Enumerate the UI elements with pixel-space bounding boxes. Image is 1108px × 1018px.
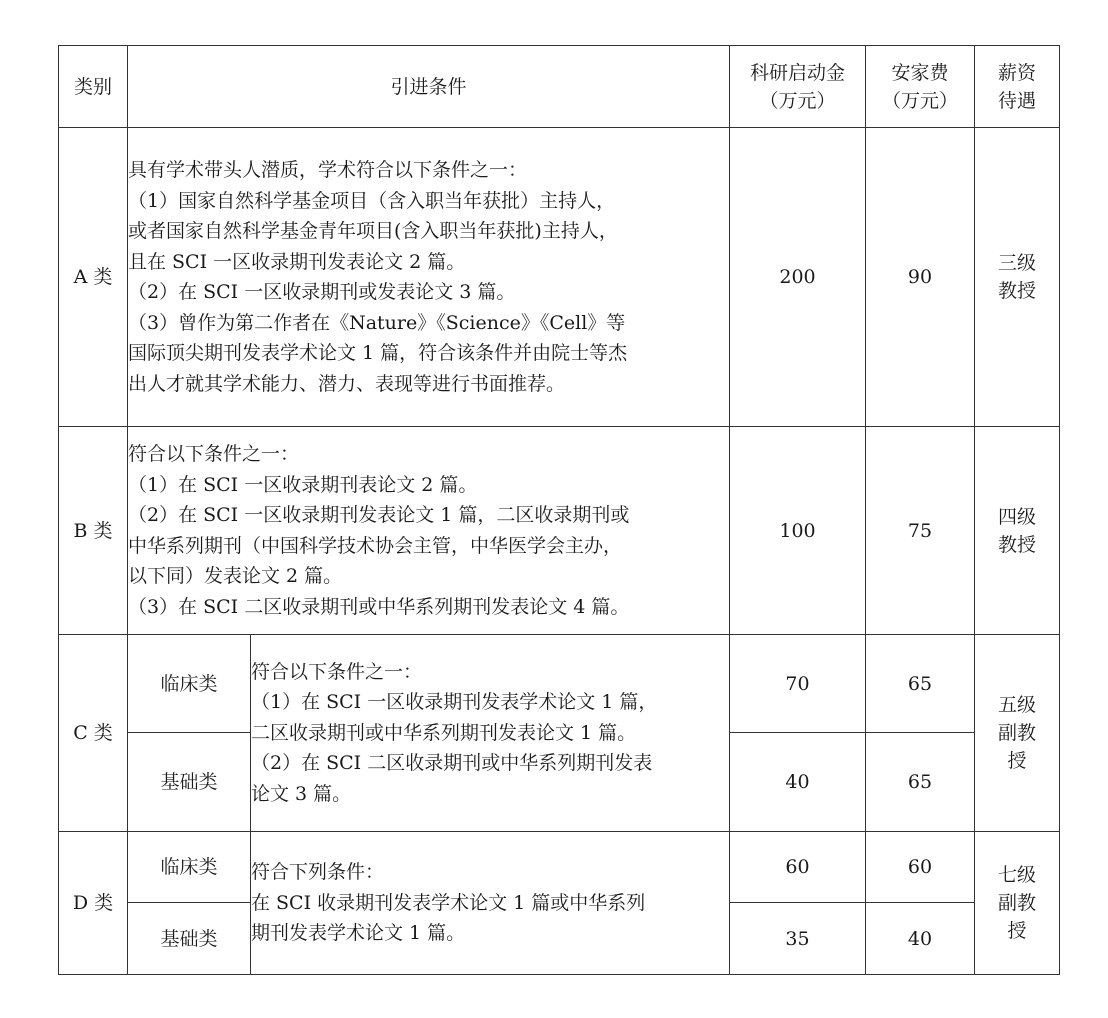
- row-c-basic-settlement: 65: [866, 733, 975, 832]
- row-c-salary-line2: 副教: [998, 722, 1037, 744]
- row-c-clinical: [59, 635, 1060, 733]
- talent-criteria-table: [58, 45, 1060, 975]
- header-row: [59, 46, 1060, 128]
- row-d-salary: [975, 832, 1060, 975]
- row-c-salary-line3: 授: [1007, 750, 1027, 772]
- header-conditions: 引进条件: [128, 46, 730, 128]
- header-funding-line1: 科研启动金: [750, 61, 846, 84]
- header-salary-line2: 待遇: [998, 89, 1037, 112]
- row-d-sub-basic: 基础类: [128, 903, 251, 975]
- row-d-conditions: [251, 832, 730, 975]
- row-a-line-0: 具有学术带头人潜质，学术符合以下条件之一：: [128, 159, 528, 181]
- row-b-line-0: 符合以下条件之一：: [128, 443, 300, 465]
- row-d-salary-line2: 副教: [998, 892, 1037, 914]
- row-a-line-2: 或者国家自然科学基金青年项目(含入职当年获批)主持人，: [128, 220, 618, 242]
- row-b-conditions: [128, 427, 730, 635]
- row-c-sub-clinical: 临床类: [128, 635, 251, 733]
- row-d-basic-funding: 35: [730, 903, 866, 975]
- row-d-category: D 类: [59, 832, 128, 975]
- header-settle-line2: （万元）: [882, 89, 959, 112]
- row-b-salary-line2: 教授: [998, 533, 1037, 556]
- row-d-sub-clinical: 临床类: [128, 832, 251, 903]
- header-funding: [730, 46, 866, 128]
- row-a-settlement: 90: [866, 128, 975, 427]
- row-c-category: C 类: [59, 635, 128, 832]
- row-b-funding: 100: [730, 427, 866, 635]
- row-a-line-4: （2）在 SCI 一区收录期刊或发表论文 3 篇。: [128, 281, 516, 303]
- row-c-salary-line1: 五级: [998, 694, 1037, 716]
- row-c-clinical-settlement: 65: [866, 635, 975, 733]
- row-a-line-7: 出人才就其学术能力、潜力、表现等进行书面推荐。: [128, 372, 566, 395]
- row-d-clinical-funding: 60: [730, 832, 866, 903]
- header-funding-line2: （万元）: [759, 89, 836, 112]
- row-d-line-0: 符合下列条件：: [251, 861, 385, 884]
- row-b-line-1: （1）在 SCI 一区收录期刊表论文 2 篇。: [128, 473, 478, 496]
- row-a-line-1: （1）国家自然科学基金项目（含入职当年获批）主持人，: [128, 189, 616, 212]
- row-a-line-5: （3）曾作为第二作者在《Nature》《Science》《Cell》等: [128, 311, 626, 334]
- row-a-salary: [975, 128, 1060, 427]
- row-a-category: A 类: [59, 128, 128, 427]
- row-c-line-3: （2）在 SCI 二区收录期刊或中华系列期刊发表: [251, 752, 653, 775]
- row-b-salary-line1: 四级: [998, 505, 1037, 528]
- header-settlement: [866, 46, 975, 128]
- header-category: 类别: [59, 46, 128, 128]
- row-a-salary-line2: 教授: [998, 280, 1037, 302]
- row-c-line-0: 符合以下条件之一：: [251, 660, 423, 683]
- row-d-salary-line1: 七级: [998, 864, 1037, 886]
- row-b-line-5: （3）在 SCI 二区收录期刊或中华系列期刊发表论文 4 篇。: [128, 595, 630, 618]
- header-settle-line1: 安家费: [891, 61, 949, 84]
- row-a: [59, 128, 1060, 427]
- row-c-salary: [975, 635, 1060, 832]
- row-a-salary-line1: 三级: [998, 252, 1037, 274]
- row-b-line-2: （2）在 SCI 一区收录期刊发表论文 1 篇，二区收录期刊或: [128, 504, 630, 526]
- row-b-category: B 类: [59, 427, 128, 635]
- row-a-line-3: 且在 SCI 一区收录期刊发表论文 2 篇。: [128, 250, 466, 273]
- row-d-line-2: 期刊发表学术论文 1 篇。: [251, 922, 466, 945]
- row-d-clinical: [59, 832, 1060, 903]
- row-b-line-3: 中华系列期刊（中国科学技术协会主管，中华医学会主办，: [128, 534, 623, 557]
- row-a-funding: 200: [730, 128, 866, 427]
- row-c-line-1: （1）在 SCI 一区收录期刊发表学术论文 1 篇，: [251, 691, 658, 714]
- row-a-conditions: [128, 128, 730, 427]
- row-c-sub-basic: 基础类: [128, 733, 251, 832]
- row-d-line-1: 在 SCI 收录期刊发表学术论文 1 篇或中华系列: [251, 891, 646, 914]
- row-b-line-4: 以下同）发表论文 2 篇。: [128, 565, 343, 587]
- row-c-line-4: 论文 3 篇。: [251, 782, 352, 805]
- row-d-salary-line3: 授: [1007, 920, 1027, 942]
- header-salary-line1: 薪资: [998, 61, 1037, 84]
- row-a-line-6: 国际顶尖期刊发表学术论文 1 篇，符合该条件并由院士等杰: [128, 342, 628, 364]
- row-d-basic-settlement: 40: [866, 903, 975, 975]
- row-b: [59, 427, 1060, 635]
- row-c-conditions: [251, 635, 730, 832]
- row-b-settlement: 75: [866, 427, 975, 635]
- row-c-basic-funding: 40: [730, 733, 866, 832]
- row-c-line-2: 二区收录期刊或中华系列期刊发表论文 1 篇。: [251, 721, 637, 744]
- row-c-clinical-funding: 70: [730, 635, 866, 733]
- header-salary: [975, 46, 1060, 128]
- row-b-salary: [975, 427, 1060, 635]
- row-d-clinical-settlement: 60: [866, 832, 975, 903]
